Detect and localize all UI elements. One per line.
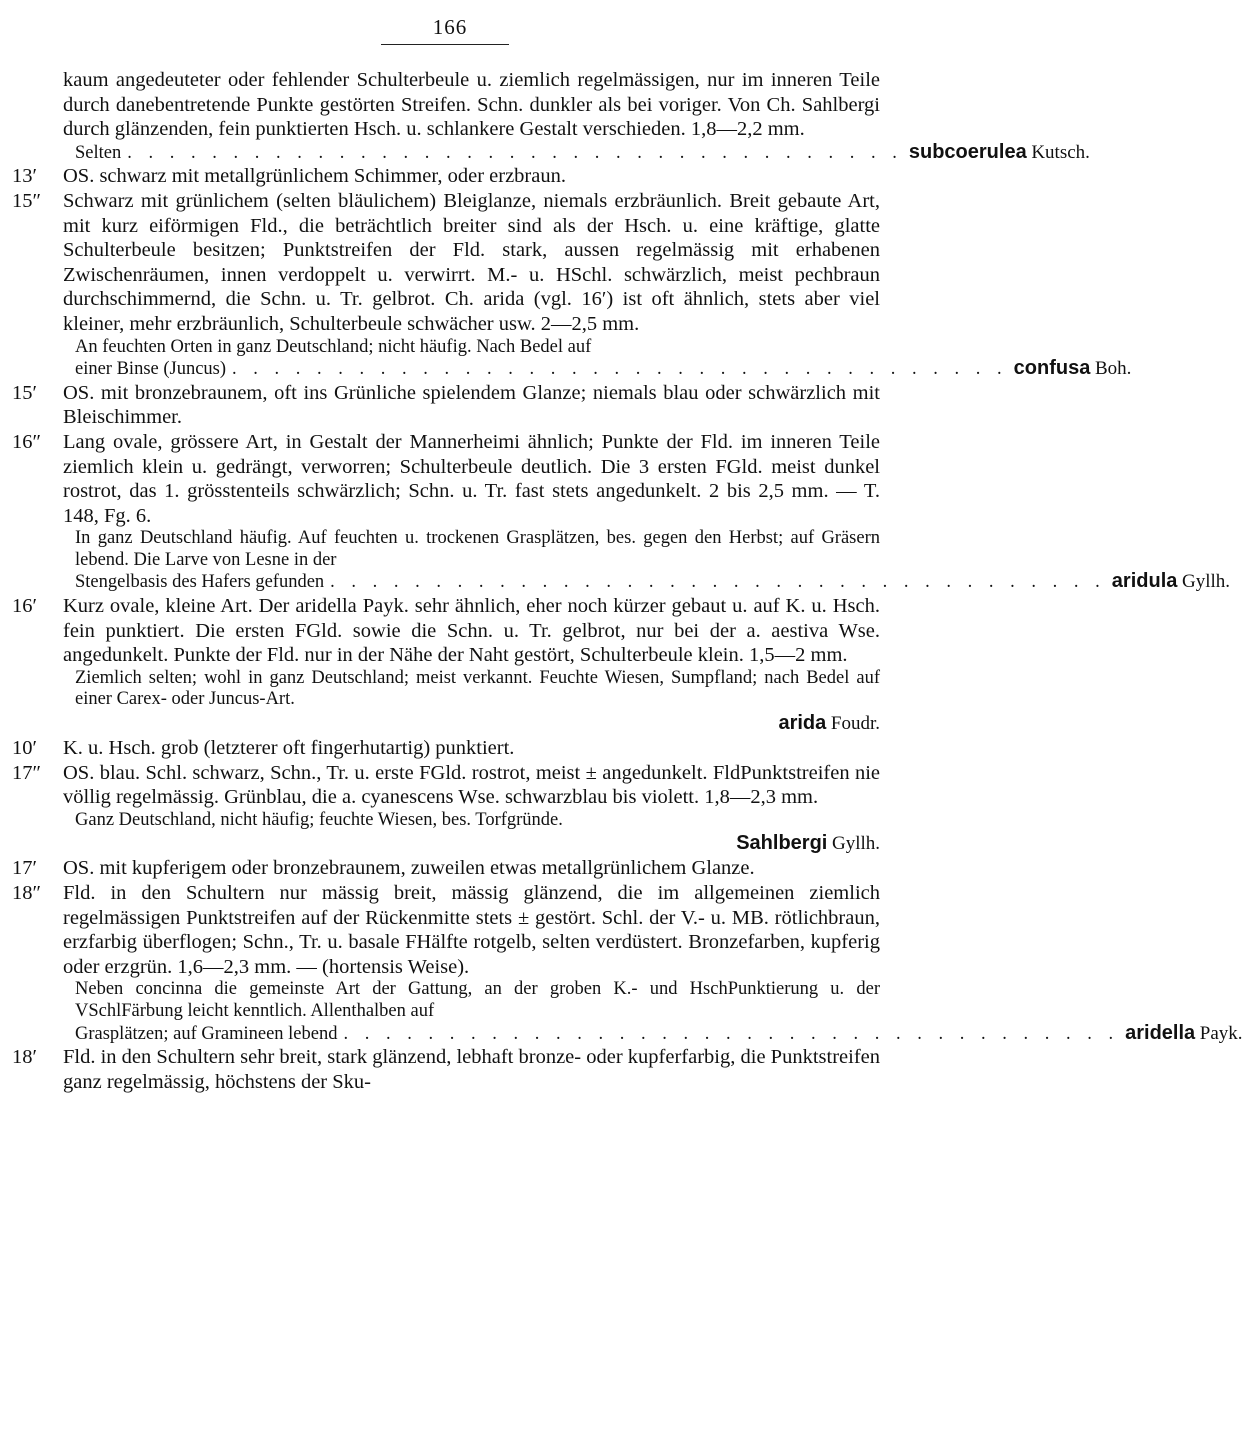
species-name: subcoerulea (908, 140, 1027, 163)
key-number: 18″ (12, 882, 42, 904)
species-leader-line (63, 140, 1090, 165)
species-author: Gyllh. (831, 833, 880, 855)
species-label (63, 831, 880, 856)
page-body (12, 68, 1243, 1094)
leader-text: Grasplätzen; auf Gramineen lebend (75, 1023, 338, 1044)
habitat-note (12, 336, 1132, 381)
species-label (63, 711, 880, 736)
key-text: Schwarz mit grünlichem (selten bläulichem) Bleiglanze, niemals erzbräunlich. Breit gebaute Art, mit kurz eiförmigen Fld., die beträchtlich breiter sind als der Hsch. u. eine kräftige, glatte Schulterbeule besitzen; Punktstreifen der Fld. stark, aussen regelmässig mit erhabenen Zwischenräumen, innen verdoppelt u. verwirrt. M.- u. HSchl. schwärzlich, meist pechbraun durchschimmernd, die Schn. u. Tr. gelbrot. Ch. arida (vgl. 16′) ist oft ähnlich, stets aber viel kleiner, mehr erzbräunlich, Schulterbeule schwächer usw. 2—2,5 mm. (63, 189, 880, 335)
key-text: OS. mit kupferigem oder bronzebraunem, zuweilen etwas metallgrünlichem Glanze. (63, 857, 755, 880)
leader-text: einer Binse (Juncus) (75, 359, 227, 380)
key-text: Fld. in den Schultern nur mässig breit, mässig glänzend, die im allgemeinen ziemlich regelmässigen Punktstreifen auf der Rückenmitte stets ± gestört. Schl. der V.- u. MB. rötlichbraun, erzfarbig überflogen; Schn., Tr. u. basale FHälfte rotgelb, selten verdüstert. Bronzefarben, kupferig oder erzgrün. 1,6—2,3 mm. — (hortensis Weise). (63, 882, 880, 978)
key-number: 16′ (12, 595, 37, 618)
habitat-note (12, 668, 880, 736)
leader-dots: . . . . . . . . . . . . . . . . . . . . . . . . . . . . . . . . . . . . . (330, 572, 1106, 593)
habitat-note (12, 528, 1231, 594)
key-text: OS. schwarz mit metallgrünlichem Schimmer, oder erzbraun. (63, 165, 566, 188)
habitat-note (12, 810, 880, 857)
key-entry (12, 164, 880, 189)
leader-dots: . . . . . . . . . . . . . . . . . . . . . . . . . . . . . . . . . . . . . (127, 142, 903, 163)
key-text: Kurz ovale, kleine Art. Der aridella Payk. sehr ähnlich, eher noch kürzer gebaut u. auf K. u. Hsch. fein punktiert. Die ersten FGld. sowie die Schn. u. Tr. gelbrot, nur bei der a. aestiva Wse. angedunkelt. Punkte der Fld. nur in der Nähe der Naht gestört, Schulterbeule klein. 1,5—2 mm. (63, 595, 880, 667)
species-name: Sahlbergi (736, 832, 828, 855)
species-author: Boh. (1094, 358, 1132, 380)
key-text: Fld. in den Schultern sehr breit, stark glänzend, lebhaft bronze- oder kupferfarbig, die Punktstreifen ganz regelmässig, höchstens der Sku- (63, 1046, 880, 1093)
species-leader-line (63, 1021, 1243, 1046)
species-author: Kutsch. (1031, 141, 1090, 163)
key-number: 17′ (12, 857, 37, 880)
note-text: In ganz Deutschland häufig. Auf feuchten u. trockenen Grasplätzen, bes. gegen den Herbst; auf Gräsern lebend. Die Larve von Lesne in der (75, 528, 880, 570)
species-label (1112, 571, 1230, 594)
key-number: 15″ (12, 189, 42, 212)
key-text: OS. blau. Schl. schwarz, Schn., Tr. u. erste FGld. rostrot, meist ± angedunkelt. FldPunktstreifen nie völlig regelmässig. Grünblau, die a. cyanescens Wse. schwarzblau bis violett. 1,8—2,3 mm. (63, 761, 880, 809)
note-text: Neben concinna die gemeinste Art der Gattung, an der groben K.- und HschPunktierung u. der VSchlFärbung leicht kenntlich. Allenthalben auf (75, 979, 880, 1021)
species-author: Payk. (1199, 1022, 1243, 1044)
leader-text: Selten (75, 142, 122, 163)
leader-text: Stengelbasis des Hafers gefunden (75, 572, 325, 593)
species-author: Gyllh. (1182, 571, 1231, 593)
key-text: K. u. Hsch. grob (letzterer oft fingerhutartig) punktiert. (63, 737, 515, 760)
species-label (1014, 358, 1132, 381)
key-text: Lang ovale, grössere Art, in Gestalt der Mannerheimi ähnlich; Punkte der Fld. im inneren Teile ziemlich klein u. gedrängt, verworren; Schulterbeule deutlich. Die 3 ersten FGld. meist dunkel rostrot, das 1. grösstenteils schwärzlich; Schn. u. Tr. fast stets angedunkelt. 2 bis 2,5 mm. — T. 148, Fg. 6. (63, 430, 880, 527)
key-entry (12, 1045, 880, 1094)
key-entry (12, 881, 880, 979)
key-number: 10′ (12, 737, 37, 760)
header-rule (381, 44, 509, 45)
page-number: 166 (432, 15, 468, 39)
species-name: arida (778, 712, 827, 735)
key-text: kaum angedeuteter oder fehlender Schulterbeule u. ziemlich regelmässigen, nur im inneren Teile durch danebentretende Punkte gestörten Streifen. Schn. dunkler als bei voriger. Von Ch. Sahlbergi durch glänzenden, fein punktierten Hsch. u. schlankere Gestalt verschieden. 1,8—2,2 mm. (63, 69, 880, 141)
key-text: OS. mit bronzebraunem, oft ins Grünliche spielendem Glanze; niemals blau oder schwärzlich mit Bleischimmer. (63, 381, 880, 429)
key-entry (12, 856, 880, 881)
species-leader-line (63, 357, 1132, 381)
key-entry (12, 430, 880, 528)
habitat-note (12, 979, 1243, 1045)
note-text: Ganz Deutschland, nicht häufig; feuchte Wiesen, bes. Torfgründe. (75, 809, 563, 830)
key-number: 17″ (12, 761, 42, 784)
species-label (909, 142, 1090, 165)
species-label (1125, 1023, 1242, 1046)
habitat-note (12, 140, 1090, 165)
key-entry (12, 68, 880, 142)
species-author: Foudr. (830, 713, 880, 735)
key-number: 13′ (12, 165, 37, 188)
key-entry (12, 189, 880, 337)
species-leader-line (63, 570, 1231, 594)
leader-dots: . . . . . . . . . . . . . . . . . . . . . . . . . . . . . . . . . . . . . (232, 359, 1008, 380)
species-name: aridella (1125, 1021, 1196, 1044)
key-entry (12, 594, 880, 668)
key-entry (12, 736, 880, 761)
note-text: An feuchten Orten in ganz Deutschland; nicht häufig. Nach Bedel auf (75, 336, 592, 357)
key-entry (12, 381, 880, 430)
species-name: confusa (1013, 357, 1091, 380)
key-number: 18′ (12, 1046, 37, 1069)
note-text: Ziemlich selten; wohl in ganz Deutschland; meist verkannt. Feuchte Wiesen, Sumpfland; nach Bedel auf einer Carex- oder Juncus-Art. (75, 667, 880, 710)
key-number: 15′ (12, 381, 37, 404)
species-name: aridula (1111, 570, 1178, 593)
key-entry (12, 761, 880, 810)
leader-dots: . . . . . . . . . . . . . . . . . . . . . . . . . . . . . . . . . . . . . (343, 1023, 1120, 1044)
key-number: 16″ (12, 430, 42, 453)
